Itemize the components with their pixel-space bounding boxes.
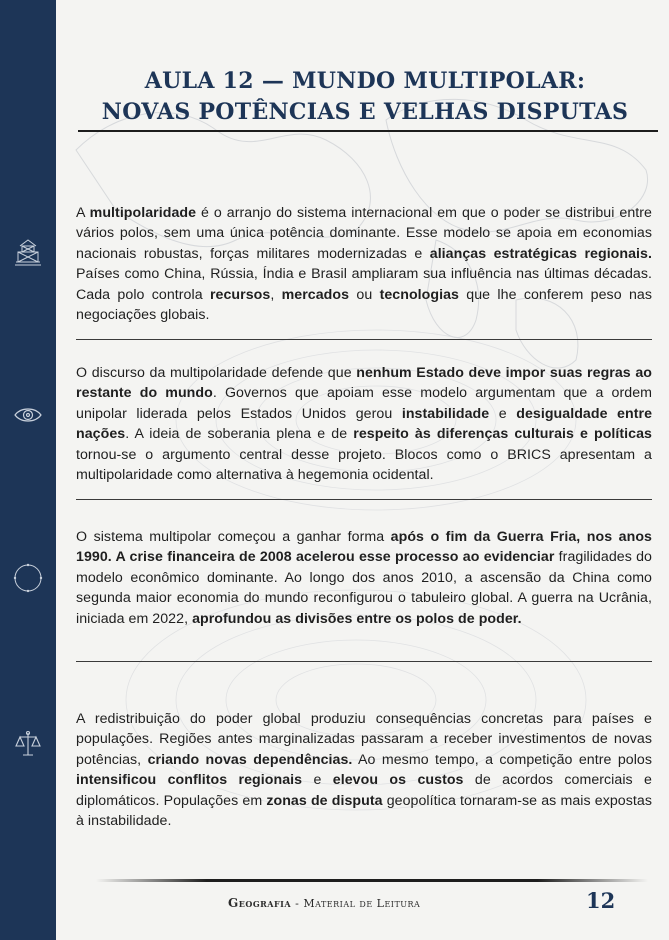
- emphasis-text: criando novas dependências.: [147, 751, 353, 768]
- paragraph-4: [76, 709, 652, 831]
- section-divider-2: [76, 499, 652, 500]
- emphasis-text: tecnologias: [379, 286, 459, 303]
- fortress-network-icon: [12, 236, 44, 268]
- body-text: é o arranjo do sistema internacional em que o poder se distribui entre vários polos, sem uma única potência dominante. Esse modelo se apoia em economias nacionais robustas, forças militares modernizadas e: [76, 205, 652, 262]
- emphasis-text: zonas de disputa: [266, 792, 383, 809]
- emphasis-text: mercados: [281, 286, 350, 303]
- body-text: geopolítica tornaram-se as mais expostas à instabilidade.: [76, 792, 652, 830]
- body-text: e: [302, 772, 333, 789]
- footer-divider: [96, 879, 648, 882]
- title-line-2: NOVAS POTÊNCIAS E VELHAS DISPUTAS: [101, 99, 629, 125]
- emphasis-text: recursos: [209, 286, 271, 303]
- title-line-1: AULA 12 — MUNDO MULTIPOLAR:: [144, 68, 586, 94]
- page-title: [70, 66, 660, 128]
- footer-section: - Material de Leitura: [291, 897, 421, 910]
- body-text: tornou-se o argumento central desse projeto. Blocos como o BRICS apresentam a multipolaridade como alternativa à hegemonia ocidental.: [76, 446, 652, 484]
- footer-label: [228, 896, 420, 910]
- emphasis-text: multipolaridade: [89, 205, 197, 221]
- section-divider-3: [76, 661, 652, 662]
- body-text: . Governos que apoiam esse modelo argumentam que a ordem unipolar liderada pelos Estados Unidos gerou: [76, 385, 652, 422]
- body-text: Ao mesmo tempo, a competição entre polos: [352, 751, 653, 768]
- body-text: de acordos comerciais e diplomáticos. Populações em: [76, 772, 652, 809]
- sidebar-band: [0, 0, 56, 940]
- globe-circle-icon: [12, 562, 44, 594]
- page-number: 12: [586, 888, 616, 913]
- body-text: . A ideia de soberania plena e de: [125, 426, 354, 443]
- paragraph-2: [76, 363, 652, 485]
- body-text: A: [76, 205, 90, 221]
- emphasis-text: nenhum Estado deve impor suas regras ao restante do mundo: [76, 365, 652, 402]
- emphasis-text: desigualdade entre nações: [76, 405, 653, 443]
- footer-subject: Geografia: [228, 896, 292, 910]
- eye-icon: [12, 398, 44, 430]
- body-text: A redistribuição do poder global produziu consequências concretas para países e populações. Regiões antes marginalizadas passaram a receber investimentos de novas potências,: [76, 711, 652, 768]
- body-text: ou: [349, 286, 380, 303]
- emphasis-text: intensificou conflitos regionais: [76, 772, 303, 789]
- body-text: O discurso da multipolaridade defende que: [76, 365, 357, 381]
- emphasis-text: alianças estratégicas regionais.: [429, 245, 652, 262]
- title-divider: [78, 130, 658, 132]
- paragraph-1: [76, 203, 652, 325]
- emphasis-text: instabilidade: [401, 405, 490, 422]
- section-divider-1: [76, 339, 652, 340]
- emphasis-text: após o fim da Guerra Fria, nos anos 1990. A crise financeira de 2008 acelerou esse processo ao evidenciar: [76, 529, 652, 566]
- body-text: que lhe conferem peso nas negociações globais.: [76, 286, 652, 324]
- scales-icon: [12, 728, 44, 760]
- emphasis-text: elevou os custos: [332, 772, 464, 789]
- body-text: Países como China, Rússia, Índia e Brasil ampliaram sua influência nas últimas décadas. Cada polo controla: [76, 266, 652, 303]
- paragraph-3: [76, 527, 652, 629]
- body-text: O sistema multipolar começou a ganhar forma: [76, 529, 391, 545]
- body-text: fragilidades do modelo econômico dominante. Ao longo dos anos 2010, a ascensão da China como segunda maior economia do mundo reconfigurou o tabuleiro global. A guerra na Ucrânia, iniciada em 2022,: [76, 549, 652, 627]
- body-text: e: [489, 405, 517, 422]
- emphasis-text: aprofundou as divisões entre os polos de poder.: [192, 610, 522, 627]
- emphasis-text: respeito às diferenças culturais e políticas: [353, 426, 652, 443]
- body-text: ,: [270, 286, 282, 303]
